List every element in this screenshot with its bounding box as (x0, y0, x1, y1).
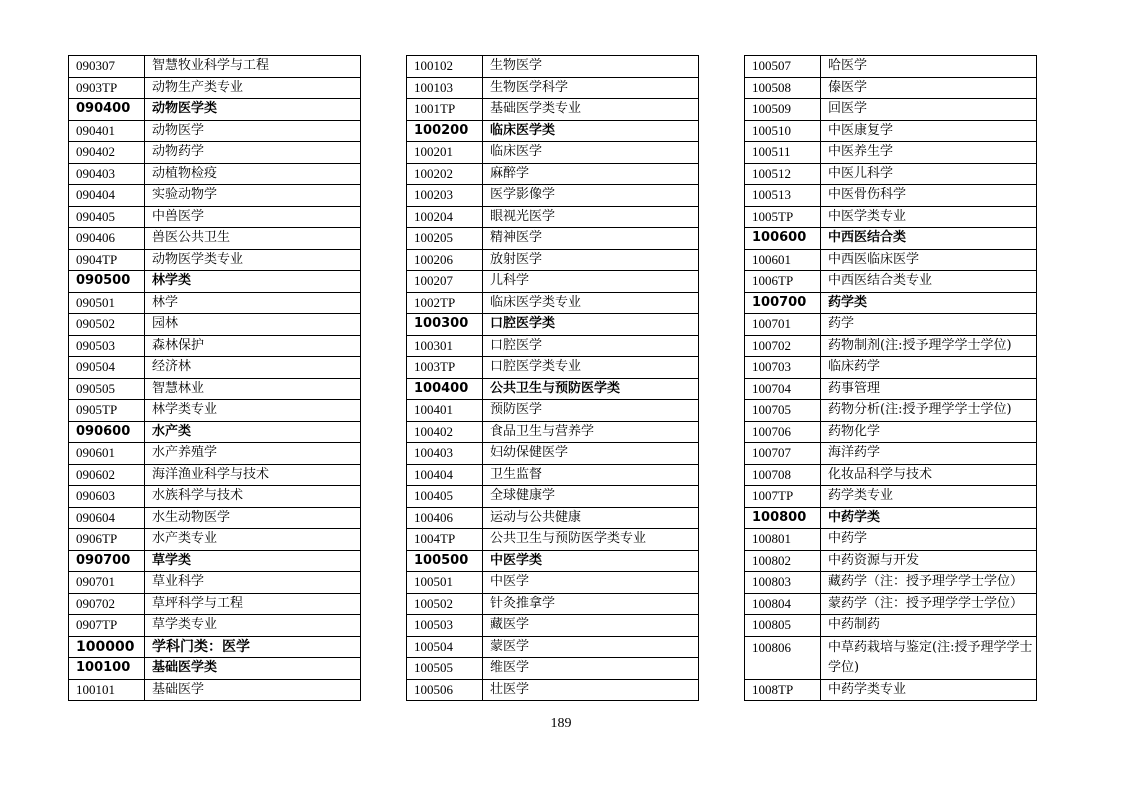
page-number: 189 (550, 716, 572, 731)
major-code: 100503 (407, 615, 483, 637)
table-row (407, 77, 699, 99)
major-code: 090701 (69, 572, 145, 594)
table-row (745, 163, 1037, 185)
major-name: 药学 (821, 314, 1037, 336)
table-row (407, 529, 699, 551)
major-code: 100704 (745, 378, 821, 400)
major-code: 100508 (745, 77, 821, 99)
major-name: 维医学 (483, 658, 699, 680)
table-row (69, 443, 361, 465)
major-name: 林学 (145, 292, 361, 314)
table-row (745, 228, 1037, 250)
table-row (407, 335, 699, 357)
major-name: 食品卫生与营养学 (483, 421, 699, 443)
major-name: 壮医学 (483, 679, 699, 701)
major-name: 运动与公共健康 (483, 507, 699, 529)
major-code: 090501 (69, 292, 145, 314)
major-name: 预防医学 (483, 400, 699, 422)
major-name: 兽医公共卫生 (145, 228, 361, 250)
table-row (407, 421, 699, 443)
major-name: 针灸推拿学 (483, 593, 699, 615)
major-name: 动物医学类 (145, 99, 361, 121)
major-name: 园林 (145, 314, 361, 336)
major-name: 林学类 (145, 271, 361, 293)
major-name: 中西医结合类专业 (821, 271, 1037, 293)
major-code: 100205 (407, 228, 483, 250)
major-code: 100708 (745, 464, 821, 486)
major-code: 1004TP (407, 529, 483, 551)
major-name: 中医学类 (483, 550, 699, 572)
major-code: 100500 (407, 550, 483, 572)
major-code: 100100 (69, 658, 145, 680)
table-row (407, 550, 699, 572)
major-name: 公共卫生与预防医学类专业 (483, 529, 699, 551)
major-code: 100206 (407, 249, 483, 271)
major-code: 100804 (745, 593, 821, 615)
major-code: 100103 (407, 77, 483, 99)
major-name: 化妆品科学与技术 (821, 464, 1037, 486)
major-code: 100506 (407, 679, 483, 701)
major-name: 临床医学类专业 (483, 292, 699, 314)
table-row (407, 99, 699, 121)
major-name: 眼视光医学 (483, 206, 699, 228)
major-code: 100802 (745, 550, 821, 572)
major-name: 医学影像学 (483, 185, 699, 207)
table-row (407, 357, 699, 379)
table-row (745, 142, 1037, 164)
major-code: 100406 (407, 507, 483, 529)
major-code: 100509 (745, 99, 821, 121)
major-name: 藏医学 (483, 615, 699, 637)
major-name: 中草药栽培与鉴定(注:授予理学学士学位) (821, 636, 1037, 679)
major-name: 临床药学 (821, 357, 1037, 379)
major-code: 1001TP (407, 99, 483, 121)
major-name: 水产养殖学 (145, 443, 361, 465)
major-name: 儿科学 (483, 271, 699, 293)
major-name: 药学类专业 (821, 486, 1037, 508)
major-name: 经济林 (145, 357, 361, 379)
major-code: 100402 (407, 421, 483, 443)
major-name: 全球健康学 (483, 486, 699, 508)
major-name: 草学类 (145, 550, 361, 572)
table-row (745, 550, 1037, 572)
major-name: 中西医结合类 (821, 228, 1037, 250)
table-row (745, 249, 1037, 271)
major-name: 傣医学 (821, 77, 1037, 99)
major-name: 口腔医学 (483, 335, 699, 357)
table-row (69, 679, 361, 701)
major-name: 中医学 (483, 572, 699, 594)
table-row (69, 529, 361, 551)
major-name: 口腔医学类 (483, 314, 699, 336)
table-row (407, 206, 699, 228)
major-code: 1003TP (407, 357, 483, 379)
major-code: 100000 (69, 636, 145, 658)
major-code: 100513 (745, 185, 821, 207)
major-code: 100504 (407, 636, 483, 658)
table-row (745, 679, 1037, 701)
major-code: 100207 (407, 271, 483, 293)
major-name: 麻醉学 (483, 163, 699, 185)
major-code: 100706 (745, 421, 821, 443)
major-name: 海洋药学 (821, 443, 1037, 465)
table-row (69, 636, 361, 658)
table-row (69, 378, 361, 400)
major-code: 100300 (407, 314, 483, 336)
table-row (407, 464, 699, 486)
major-code: 100600 (745, 228, 821, 250)
major-code: 100700 (745, 292, 821, 314)
major-code: 1002TP (407, 292, 483, 314)
table-row (69, 249, 361, 271)
table-row (745, 99, 1037, 121)
major-code: 090702 (69, 593, 145, 615)
major-code: 100403 (407, 443, 483, 465)
major-code: 100203 (407, 185, 483, 207)
table-row (69, 421, 361, 443)
major-name: 药事管理 (821, 378, 1037, 400)
table-row (69, 593, 361, 615)
major-name: 蒙药学（注：授予理学学士学位） (821, 593, 1037, 615)
major-name: 动物生产类专业 (145, 77, 361, 99)
major-name: 动物医学 (145, 120, 361, 142)
table-row (407, 142, 699, 164)
table-row (745, 314, 1037, 336)
table-row (407, 378, 699, 400)
major-name: 放射医学 (483, 249, 699, 271)
major-name: 妇幼保健医学 (483, 443, 699, 465)
major-code: 0905TP (69, 400, 145, 422)
table-row (745, 378, 1037, 400)
table-row (69, 228, 361, 250)
major-code: 100805 (745, 615, 821, 637)
major-name: 临床医学 (483, 142, 699, 164)
table-row (407, 615, 699, 637)
major-name: 精神医学 (483, 228, 699, 250)
table-row (407, 400, 699, 422)
major-code: 090403 (69, 163, 145, 185)
major-name: 中西医临床医学 (821, 249, 1037, 271)
major-code: 1005TP (745, 206, 821, 228)
table-row (407, 292, 699, 314)
major-code: 100512 (745, 163, 821, 185)
major-code: 100102 (407, 56, 483, 78)
major-code: 100204 (407, 206, 483, 228)
major-code: 100806 (745, 636, 821, 679)
table-row (407, 120, 699, 142)
table-row (407, 443, 699, 465)
major-name: 中医骨伤科学 (821, 185, 1037, 207)
major-name: 口腔医学类专业 (483, 357, 699, 379)
major-name: 卫生监督 (483, 464, 699, 486)
table-row (69, 658, 361, 680)
major-code: 100701 (745, 314, 821, 336)
major-code: 100301 (407, 335, 483, 357)
major-code: 100400 (407, 378, 483, 400)
major-code: 100800 (745, 507, 821, 529)
major-code: 090603 (69, 486, 145, 508)
major-name: 水族科学与技术 (145, 486, 361, 508)
table-row (69, 335, 361, 357)
major-name: 动植物检疫 (145, 163, 361, 185)
major-code: 1006TP (745, 271, 821, 293)
major-code: 0907TP (69, 615, 145, 637)
table-row (407, 271, 699, 293)
major-name: 中药资源与开发 (821, 550, 1037, 572)
table-row (745, 271, 1037, 293)
major-name: 中药学类专业 (821, 679, 1037, 701)
major-name: 海洋渔业科学与技术 (145, 464, 361, 486)
major-name: 基础医学类 (145, 658, 361, 680)
major-code: 0903TP (69, 77, 145, 99)
table-row (69, 77, 361, 99)
major-name: 基础医学类专业 (483, 99, 699, 121)
major-code: 100101 (69, 679, 145, 701)
major-table-column-1 (68, 55, 361, 701)
major-code: 100707 (745, 443, 821, 465)
major-code: 090602 (69, 464, 145, 486)
major-name: 中医学类专业 (821, 206, 1037, 228)
major-name: 林学类专业 (145, 400, 361, 422)
table-row (745, 77, 1037, 99)
table-row (745, 292, 1037, 314)
table-row (69, 615, 361, 637)
major-code: 100801 (745, 529, 821, 551)
major-code: 0906TP (69, 529, 145, 551)
major-name: 中医康复学 (821, 120, 1037, 142)
major-name: 药物分析(注:授予理学学士学位) (821, 400, 1037, 422)
major-code: 100405 (407, 486, 483, 508)
table-row (745, 464, 1037, 486)
major-code: 100502 (407, 593, 483, 615)
table-row (407, 314, 699, 336)
table-row (745, 400, 1037, 422)
table-row (69, 163, 361, 185)
table-row (69, 292, 361, 314)
table-row (69, 486, 361, 508)
major-name: 中医养生学 (821, 142, 1037, 164)
major-name: 中药学 (821, 529, 1037, 551)
table-row (745, 56, 1037, 78)
major-code: 100703 (745, 357, 821, 379)
major-code: 090404 (69, 185, 145, 207)
table-row (745, 529, 1037, 551)
major-name: 中药制药 (821, 615, 1037, 637)
major-name: 药学类 (821, 292, 1037, 314)
table-row (407, 658, 699, 680)
major-code: 100511 (745, 142, 821, 164)
table-row (69, 99, 361, 121)
major-code: 090604 (69, 507, 145, 529)
table-row (745, 185, 1037, 207)
major-code: 090307 (69, 56, 145, 78)
table-row (745, 593, 1037, 615)
major-table-column-3 (744, 55, 1037, 701)
table-row (745, 357, 1037, 379)
table-row (407, 249, 699, 271)
major-name: 水产类专业 (145, 529, 361, 551)
major-code: 090405 (69, 206, 145, 228)
major-name: 公共卫生与预防医学类 (483, 378, 699, 400)
table-row (407, 486, 699, 508)
table-row (69, 572, 361, 594)
major-name: 智慧林业 (145, 378, 361, 400)
major-name: 生物医学 (483, 56, 699, 78)
table-row (69, 142, 361, 164)
major-code: 1008TP (745, 679, 821, 701)
table-row (745, 120, 1037, 142)
major-name: 水产类 (145, 421, 361, 443)
major-code: 100601 (745, 249, 821, 271)
major-code: 090502 (69, 314, 145, 336)
table-row (69, 550, 361, 572)
major-code: 090700 (69, 550, 145, 572)
major-name: 水生动物医学 (145, 507, 361, 529)
major-name: 草学类专业 (145, 615, 361, 637)
major-code: 090400 (69, 99, 145, 121)
major-code: 090601 (69, 443, 145, 465)
major-name: 实验动物学 (145, 185, 361, 207)
major-code: 100505 (407, 658, 483, 680)
major-code: 090503 (69, 335, 145, 357)
table-row (745, 443, 1037, 465)
table-row (69, 56, 361, 78)
table-row (69, 206, 361, 228)
major-name: 基础医学 (145, 679, 361, 701)
major-table-column-2 (406, 55, 699, 701)
major-name: 蒙医学 (483, 636, 699, 658)
major-name: 智慧牧业科学与工程 (145, 56, 361, 78)
major-code: 090504 (69, 357, 145, 379)
major-name: 动物药学 (145, 142, 361, 164)
major-name: 药物制剂(注:授予理学学士学位) (821, 335, 1037, 357)
major-name: 森林保护 (145, 335, 361, 357)
major-name: 中药学类 (821, 507, 1037, 529)
table-row (745, 507, 1037, 529)
major-code: 100401 (407, 400, 483, 422)
major-name: 药物化学 (821, 421, 1037, 443)
major-name: 生物医学科学 (483, 77, 699, 99)
major-code: 100510 (745, 120, 821, 142)
major-code: 090401 (69, 120, 145, 142)
major-code: 0904TP (69, 249, 145, 271)
table-row (745, 572, 1037, 594)
table-row (407, 636, 699, 658)
major-code: 100702 (745, 335, 821, 357)
major-code: 090500 (69, 271, 145, 293)
major-code: 090505 (69, 378, 145, 400)
table-row (69, 357, 361, 379)
major-code: 100705 (745, 400, 821, 422)
table-row (745, 335, 1037, 357)
major-code: 1007TP (745, 486, 821, 508)
table-row (69, 314, 361, 336)
table-row (407, 56, 699, 78)
major-name: 中医儿科学 (821, 163, 1037, 185)
major-name: 回医学 (821, 99, 1037, 121)
table-row (407, 593, 699, 615)
table-row (407, 185, 699, 207)
table-row (69, 400, 361, 422)
table-row (69, 271, 361, 293)
major-code: 100200 (407, 120, 483, 142)
table-row (407, 163, 699, 185)
major-code: 100501 (407, 572, 483, 594)
table-row (407, 507, 699, 529)
major-name: 草业科学 (145, 572, 361, 594)
table-row (407, 572, 699, 594)
table-row (745, 206, 1037, 228)
major-code: 100507 (745, 56, 821, 78)
table-row (69, 507, 361, 529)
major-name: 藏药学（注：授予理学学士学位） (821, 572, 1037, 594)
major-code: 090600 (69, 421, 145, 443)
table-row (69, 464, 361, 486)
major-code: 090406 (69, 228, 145, 250)
table-row (69, 120, 361, 142)
major-name: 临床医学类 (483, 120, 699, 142)
major-code: 100201 (407, 142, 483, 164)
table-row (745, 615, 1037, 637)
table-row (69, 185, 361, 207)
major-code: 090402 (69, 142, 145, 164)
major-name: 动物医学类专业 (145, 249, 361, 271)
major-name: 中兽医学 (145, 206, 361, 228)
major-name: 草坪科学与工程 (145, 593, 361, 615)
table-row (745, 421, 1037, 443)
major-name: 哈医学 (821, 56, 1037, 78)
table-row (407, 228, 699, 250)
major-name: 学科门类：医学 (145, 636, 361, 658)
major-code: 100202 (407, 163, 483, 185)
table-row (407, 679, 699, 701)
major-code: 100404 (407, 464, 483, 486)
table-row (745, 636, 1037, 679)
major-code: 100803 (745, 572, 821, 594)
table-row (745, 486, 1037, 508)
